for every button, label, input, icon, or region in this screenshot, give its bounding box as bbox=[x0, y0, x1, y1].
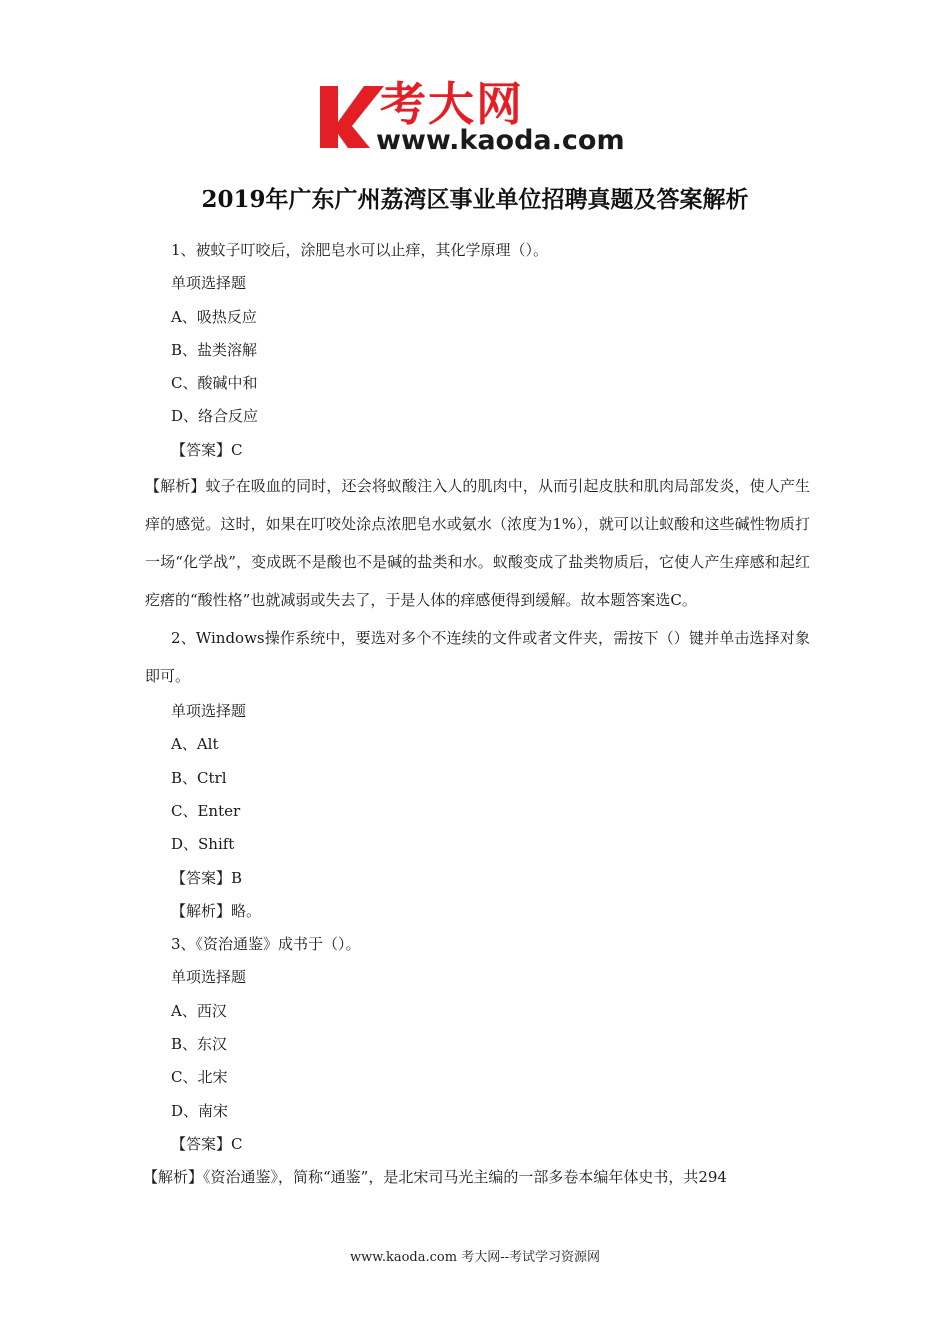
page-title: 2019年广东广州荔湾区事业单位招聘真题及答案解析 bbox=[201, 186, 749, 213]
q3-type: 单项选择题 bbox=[171, 968, 247, 987]
q1-option-d: D、络合反应 bbox=[171, 407, 259, 426]
logo-url-text: www.kaoda.com bbox=[376, 125, 625, 156]
kaoda-logo bbox=[318, 77, 638, 158]
q2-stem: 2、Windows操作系统中，要选对多个不连续的文件或者文件夹，需按下（）键并单击选择对象即可。 bbox=[145, 629, 810, 686]
q3-option-b: B、东汉 bbox=[171, 1035, 228, 1054]
q2-option-c: C、Enter bbox=[171, 801, 241, 820]
page-footer: www.kaoda.com 考大网--考试学习资源网 bbox=[350, 1250, 600, 1265]
q1-option-b: B、盐类溶解 bbox=[171, 340, 258, 359]
question-content bbox=[145, 234, 810, 1195]
q1-type: 单项选择题 bbox=[171, 274, 247, 293]
q3-option-a: A、西汉 bbox=[171, 1001, 227, 1020]
q1-stem: 1、被蚊子叮咬后，涂肥皂水可以止痒，其化学原理（）。 bbox=[171, 241, 549, 259]
q2-type: 单项选择题 bbox=[171, 702, 247, 721]
q2-answer: 【答案】B bbox=[171, 868, 243, 887]
q1-answer: 【答案】C bbox=[171, 440, 243, 459]
q2-option-b: B、Ctrl bbox=[171, 768, 227, 787]
q3-option-d: D、南宋 bbox=[171, 1101, 229, 1120]
q2-option-a: A、Alt bbox=[171, 735, 219, 754]
q3-option-c: C、北宋 bbox=[171, 1068, 228, 1087]
q3-analysis: 【解析】《资治通鉴》，简称“通鉴”，是北宋司马光主编的一部多卷本编年体史书，共294 bbox=[143, 1168, 727, 1187]
logo-brand-text: 考大网 bbox=[380, 77, 524, 131]
q1-analysis: 【解析】蚊子在吸血的同时，还会将蚁酸注入人的肌肉中，从而引起皮肤和肌肉局部发炎，使人产生痒的感觉。这时，如果在叮咬处涂点浓肥皂水或氨水（浓度为1%），就可以让蚁酸和这些碱性物质打一场“化学战”，变成既不是酸也不是碱的盐类和水。蚁酸变成了盐类物质后，它使人产生痒感和起红疙瘩的“酸性格”也就减弱或失去了，于是人体的痒感便得到缓解。故本题答案选C。 bbox=[145, 477, 810, 610]
q2-option-d: D、Shift bbox=[171, 835, 235, 854]
q1-option-a: A、吸热反应 bbox=[171, 307, 257, 326]
q3-stem: 3、《资治通鉴》成书于（）。 bbox=[171, 935, 361, 954]
q1-option-c: C、酸碱中和 bbox=[171, 374, 258, 393]
q2-analysis: 【解析】略。 bbox=[171, 901, 262, 920]
q3-answer: 【答案】C bbox=[171, 1134, 243, 1153]
